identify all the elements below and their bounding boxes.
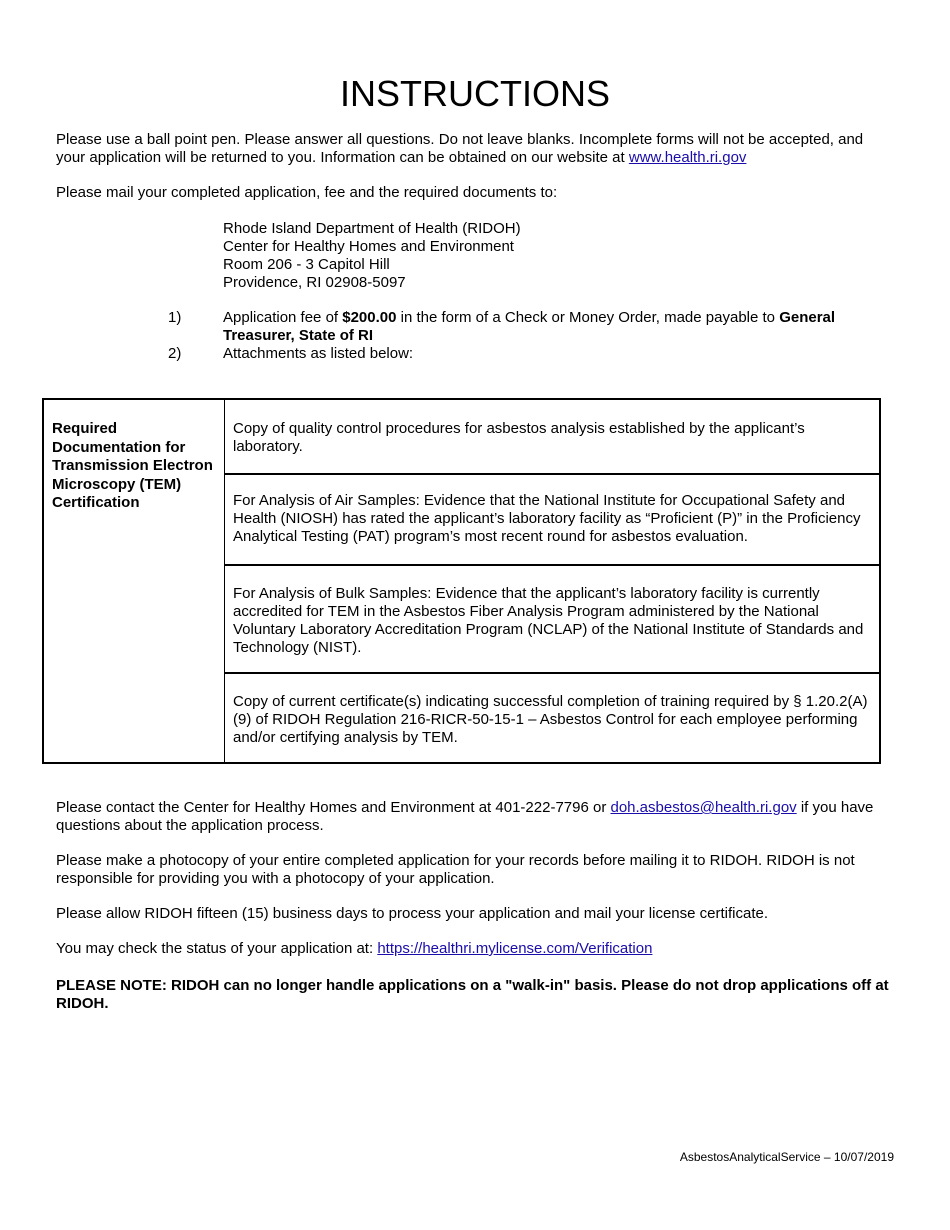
list-item-attachments: 2) Attachments as listed below:: [168, 345, 414, 362]
table-row: For Analysis of Air Samples: Evidence that the National Institute for Occupational Safety and Health (NIOSH) has rated the applicant’s laboratory facility as “Proficient (P)” in the Proficiency Analytical Testing (PAT) program’s most recent round for asbestos evaluation.: [225, 475, 879, 566]
fee-amount: $200.00: [342, 309, 397, 326]
required-documentation-table: [42, 398, 881, 764]
table-row: Copy of quality control procedures for asbestos analysis established by the applicant’s laboratory.: [225, 400, 879, 475]
mail-intro: Please mail your completed application, fee and the required documents to:: [56, 184, 558, 201]
list-item-fee: 1) Application fee of $200.00 in the form of a Check or Money Order, made payable to General Treasurer, State of RI: [168, 309, 836, 344]
list-number: 1): [168, 309, 182, 326]
email-link[interactable]: doh.asbestos@health.ri.gov: [610, 799, 797, 816]
table-row: Copy of current certificate(s) indicating successful completion of training required by § 1.20.2(A)(9) of RIDOH Regulation 216-RICR-50-15-1 – Asbestos Control for each employee performing and/or certifying analysis by TEM.: [233, 693, 868, 746]
table-heading: Required Documentation for Transmission Electron Microscopy (TEM) Certification: [44, 400, 225, 762]
intro-paragraph: [56, 131, 896, 167]
status-paragraph: You may check the status of your application at: https://healthri.mylicense.com/Verification: [56, 940, 653, 957]
address-line: Rhode Island Department of Health (RIDOH): [223, 220, 521, 237]
address-line: Providence, RI 02908-5097: [223, 274, 406, 291]
contact-paragraph: Please contact the Center for Healthy Homes and Environment at 401-222-7796 or doh.asbestos@health.ri.gov if you have questions about the application process.: [56, 799, 874, 834]
address-line: Center for Healthy Homes and Environment: [223, 238, 514, 255]
verification-link[interactable]: https://healthri.mylicense.com/Verification: [377, 940, 653, 957]
mailing-address: [223, 220, 521, 292]
footer-form-id: AsbestosAnalyticalService – 10/07/2019: [679, 1150, 894, 1164]
page-title: INSTRUCTIONS: [340, 73, 610, 114]
intro-text: Please use a ball point pen. Please answer all questions. Do not leave blanks. Incomplete forms will not be accepted, and your application will be returned to you. Information can be obtained on our website at: [56, 131, 864, 166]
note-paragraph: PLEASE NOTE: RIDOH can no longer handle applications on a "walk-in" basis. Please do not drop applications off at RIDOH.: [56, 977, 889, 1012]
processing-paragraph: Please allow RIDOH fifteen (15) business days to process your application and mail your license certificate.: [56, 905, 769, 922]
photocopy-paragraph: Please make a photocopy of your entire completed application for your records before mailing it to RIDOH. RIDOH is not responsible for providing you with a photocopy of your application.: [56, 852, 855, 887]
table-row: For Analysis of Bulk Samples: Evidence that the applicant’s laboratory facility is currently accredited for TEM in the Asbestos Fiber Analysis Program administered by the National Voluntary Laboratory Accreditation Program (NCLAP) of the National Institute of Standards and Technology (NIST).: [225, 566, 879, 674]
website-link[interactable]: www.health.ri.gov: [628, 149, 747, 166]
address-line: Room 206 - 3 Capitol Hill: [223, 256, 390, 273]
requirements-list: [168, 309, 868, 363]
table-rows: [225, 400, 879, 762]
list-number: 2): [168, 345, 182, 362]
payee: General Treasurer, State of RI: [223, 309, 836, 344]
